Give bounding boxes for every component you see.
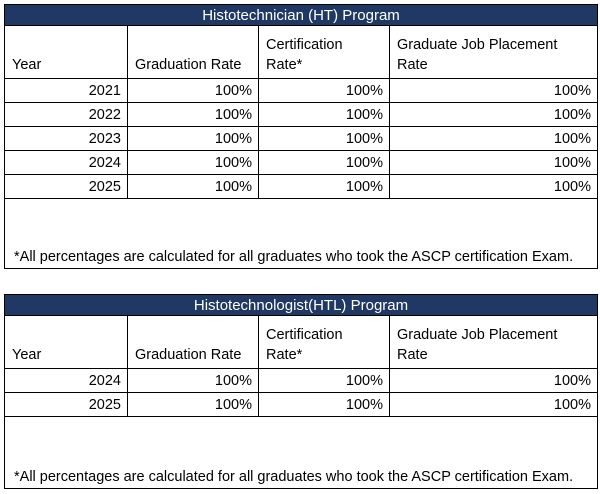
graduation-rate-cell: 100%	[128, 79, 259, 103]
certification-rate-cell: 100%	[259, 393, 390, 417]
certification-rate-cell: 100%	[259, 369, 390, 393]
graduation-rate-cell: 100%	[128, 175, 259, 199]
ht-footnote: *All percentages are calculated for all graduates who took the ASCP certification Exam.	[5, 199, 598, 269]
job-placement-rate-cell: 100%	[390, 175, 598, 199]
table-row	[5, 79, 598, 103]
col-header-year: Year	[5, 316, 128, 369]
certification-rate-cell: 100%	[259, 151, 390, 175]
table-row	[5, 393, 598, 417]
year-cell: 2025	[5, 175, 128, 199]
year-cell: 2025	[5, 393, 128, 417]
htl-table-title: Histotechnologist(HTL) Program	[5, 295, 598, 316]
ht-program-table	[4, 4, 598, 269]
table-row	[5, 103, 598, 127]
graduation-rate-cell: 100%	[128, 369, 259, 393]
col-header-graduation-rate: Graduation Rate	[128, 316, 259, 369]
table-row	[5, 127, 598, 151]
certification-rate-cell: 100%	[259, 103, 390, 127]
year-cell: 2024	[5, 151, 128, 175]
table-row	[5, 175, 598, 199]
table-row	[5, 151, 598, 175]
certification-rate-cell: 100%	[259, 79, 390, 103]
year-cell: 2023	[5, 127, 128, 151]
ht-table-title: Histotechnician (HT) Program	[5, 5, 598, 26]
table-row	[5, 369, 598, 393]
job-placement-rate-cell: 100%	[390, 79, 598, 103]
graduation-rate-cell: 100%	[128, 103, 259, 127]
job-placement-rate-cell: 100%	[390, 151, 598, 175]
job-placement-rate-cell: 100%	[390, 393, 598, 417]
job-placement-rate-cell: 100%	[390, 127, 598, 151]
graduation-rate-cell: 100%	[128, 151, 259, 175]
year-cell: 2021	[5, 79, 128, 103]
col-header-graduation-rate: Graduation Rate	[128, 26, 259, 79]
certification-rate-cell: 100%	[259, 175, 390, 199]
htl-footnote: *All percentages are calculated for all graduates who took the ASCP certification Exam.	[5, 417, 598, 489]
year-cell: 2024	[5, 369, 128, 393]
col-header-job-placement-rate: Graduate Job Placement Rate	[390, 26, 598, 79]
col-header-year: Year	[5, 26, 128, 79]
graduation-rate-cell: 100%	[128, 393, 259, 417]
graduation-rate-cell: 100%	[128, 127, 259, 151]
col-header-job-placement-rate: Graduate Job Placement Rate	[390, 316, 598, 369]
htl-program-table	[4, 294, 598, 489]
col-header-certification-rate: Certification Rate*	[259, 26, 390, 79]
year-cell: 2022	[5, 103, 128, 127]
certification-rate-cell: 100%	[259, 127, 390, 151]
job-placement-rate-cell: 100%	[390, 103, 598, 127]
col-header-certification-rate: Certification Rate*	[259, 316, 390, 369]
job-placement-rate-cell: 100%	[390, 369, 598, 393]
